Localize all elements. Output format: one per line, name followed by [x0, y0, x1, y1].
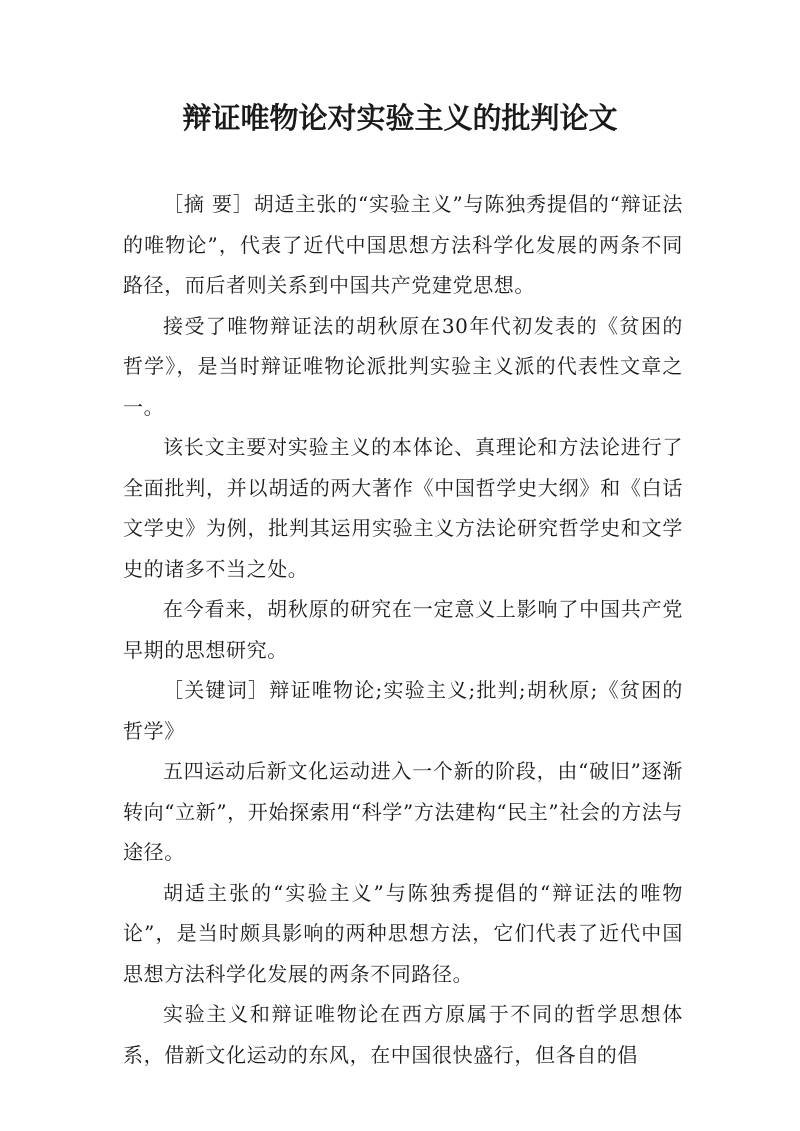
- abstract-paragraph: ［摘 要］胡适主张的“实验主义”与陈独秀提倡的“辩证法的唯物论”，代表了近代中国思想方法科学化发展的两条不同路径，而后者则关系到中国共产党建党思想。: [123, 192, 683, 297]
- document-title: 辩证唯物论对实验主义的批判论文: [182, 101, 618, 135]
- keywords-paragraph: ［关键词］辩证唯物论;实验主义;批判;胡秋原;《贫困的哲学》: [123, 678, 683, 743]
- body-paragraph: 五四运动后新文化运动进入一个新的阶段，由“破旧”逐渐转向“立新”，开始探索用“科学”方法建构“民主”社会的方法与途径。: [123, 759, 683, 864]
- body-paragraph: 胡适主张的“实验主义”与陈独秀提倡的“辩证法的唯物论”，是当时颇具影响的两种思想方法，它们代表了近代中国思想方法科学化发展的两条不同路径。: [123, 880, 683, 986]
- body-paragraph: 实验主义和辩证唯物论在西方原属于不同的哲学思想体系，借新文化运动的东风，在中国很快盛行，但各自的倡: [123, 1002, 683, 1067]
- body-paragraph: 接受了唯物辩证法的胡秋原在30年代初发表的《贫困的哲学》，是当时辩证唯物论派批判实验主义派的代表性文章之一。: [123, 313, 683, 419]
- document-body: [123, 184, 683, 1075]
- body-paragraph: 在今看来，胡秋原的研究在一定意义上影响了中国共产党早期的思想研究。: [123, 597, 683, 662]
- body-paragraph: 该长文主要对实验主义的本体论、真理论和方法论进行了全面批判，并以胡适的两大著作《中国哲学史大纲》和《白话文学史》为例，批判其运用实验主义方法论研究哲学史和文学史的诸多不当之处。: [123, 435, 683, 581]
